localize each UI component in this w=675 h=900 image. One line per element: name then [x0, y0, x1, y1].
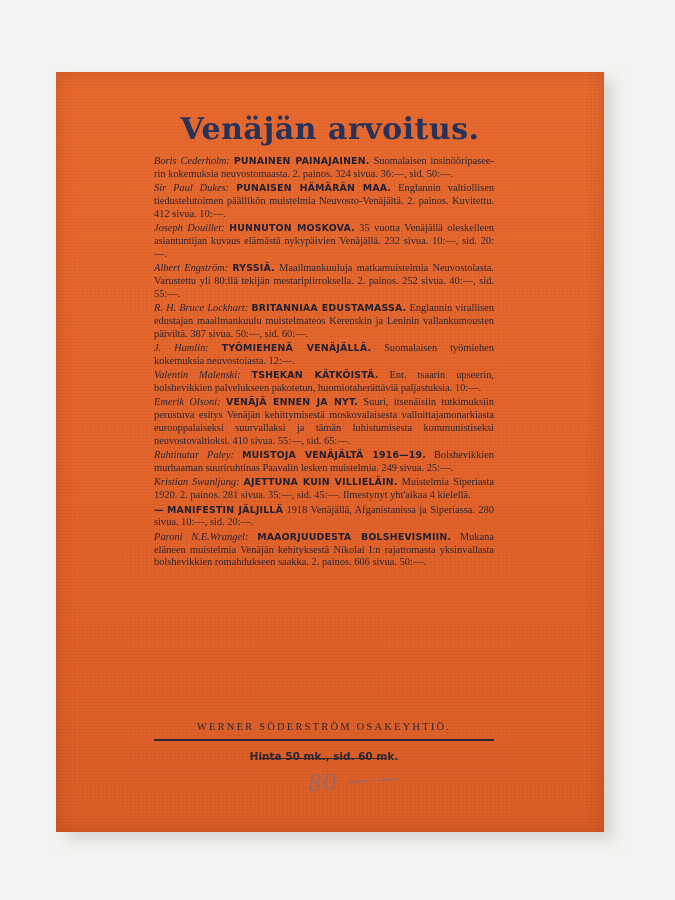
list-item — [154, 303, 494, 342]
entry-title: TYÖMIEHENÄ VENÄJÄLLÄ. — [221, 343, 372, 355]
entry-title: VENÄJÄ ENNEN JA NYT. — [226, 397, 358, 409]
list-item — [154, 343, 494, 369]
entry-author: Emerik Olsoni: — [154, 397, 221, 409]
entry-author: Paroni N.E.Wrangel: — [154, 531, 249, 543]
list-item — [154, 505, 494, 531]
entry-description: Muistelmia Siperiasta 1920. 2. painos. 281 sivua. 35:—, sid. 45:—. Ilmestynyt yht'aikaa 4 kielellä. — [154, 477, 495, 502]
list-item — [154, 156, 494, 182]
entry-title: TSHEKAN KÄTKÖISTÄ. — [251, 370, 379, 382]
entry-title: PUNAINEN PAINAJAINEN. — [233, 156, 370, 167]
list-item — [154, 532, 494, 571]
entry-author: — — [154, 504, 164, 516]
entry-description: 35 vuotta Venäjällä oleskelleen asiantuntijan kuvaus elämästä nykypäivien Venäjällä. 232 sivua. 10:—, sid. 20:—. — [154, 223, 495, 260]
list-item — [154, 263, 494, 302]
list-item — [154, 477, 494, 503]
entry-title: RYSSIÄ. — [232, 263, 275, 275]
divider — [154, 739, 494, 741]
entry-author: Joseph Douillet: — [154, 223, 225, 235]
price-text: Hinta 50 mk., sid. 60 mk. — [249, 751, 399, 763]
entry-title: MUISTOJA VENÄJÄLTÄ 1916—19. — [242, 450, 426, 462]
entry-description: Suuri, itsenäisiin tutkimuksiin perustuva esitys Venäjän kehittymisestä moskovalaisesta valloittajamonarkiasta eurooppalaiseksi suurvallaksi ja tämän luhistumisesta kommunistiseksi neuvostovaltioksi. 410 sivua. 55:—, sid. 65:—. — [154, 397, 494, 448]
entry-description: Suomalaisen insinööripaseerin kokemuksia neuvostomaasta. 2. painos. 324 sivua. 36:—, sid. 50:—. — [154, 156, 494, 180]
entry-description: 1918 Venäjällä, Afganistanissa ja Siperiassa. 280 sivua. 10:—, sid. 20:—. — [154, 504, 495, 529]
entry-title: BRITANNIAA EDUSTAMASSA. — [251, 303, 407, 315]
entry-author: J. Hamlin: — [154, 343, 209, 355]
entry-title: MAAORJUUDESTA BOLSHEVISMIIN. — [257, 531, 452, 543]
entry-description: Suomalaisen työmiehen kokemuksia neuvostoiasta. 12:—. — [154, 343, 494, 368]
entry-description: Ent. tsaarin upseerin, bolshevikkien palvelukseen pakotetun, huomiotaherättäviä paljastuksia. 10:—. — [154, 370, 495, 395]
entry-author: Ruhtinatar Paley: — [154, 450, 235, 462]
entry-author: Valentin Malenski: — [154, 370, 241, 382]
entry-title: PUNAISEN HÄMÄRÄN MAA. — [236, 183, 392, 195]
publisher-name: WERNER SÖDERSTRÖM OSAKEYHTIÖ. — [196, 722, 452, 733]
entry-description: Mukana eläneen muistelmia Venäjän kehityksestä Nikolai I:n rajattomasta yksinvallasta bolshevikkien romahdukseen saakka. 2. painos. 606 sivua. 50:—. — [154, 531, 494, 569]
entry-description: Englannin valtiollisen tiedustelutoimen päällikön muistelmia Neuvosto-Venäjältä. 2. painos. Kuvitettu. 412 sivua. 10:—. — [154, 183, 495, 220]
cover-title: Venäjän arvoitus. — [180, 112, 480, 147]
entry-title: HUNNUTON MOSKOVA. — [229, 223, 355, 235]
list-item — [154, 450, 494, 476]
book-back-cover — [56, 72, 604, 832]
list-item — [154, 370, 494, 396]
entry-author: Albert Engström: — [154, 263, 229, 275]
entry-title: MANIFESTIN JÄLJILLÄ — [167, 504, 284, 516]
entry-description: Maailmankuuluja matkamuistelmia Neuvostolasta. Varustettu yli 80:llä tekijän mestaripiirroksella. 2. painos. 252 sivua. 40:—, sid. 55:—. — [154, 263, 494, 300]
entry-author: R. H. Bruce Lockhart: — [154, 303, 249, 315]
handwritten-price: 80 — — — [307, 765, 401, 798]
entry-author: Boris Cederholm: — [154, 156, 230, 167]
list-item — [154, 223, 494, 262]
entry-title: AJETTUNA KUIN VILLIELÄIN. — [243, 477, 398, 489]
entry-author: Kristian Swanljung: — [154, 477, 240, 489]
price-line — [154, 751, 494, 763]
list-item — [154, 397, 494, 449]
entry-description: Bolshevikkien murhaaman suuriruhtinas Paavalin lesken muistelmia. 249 sivua. 25:—. — [154, 450, 495, 475]
list-item — [154, 183, 494, 222]
entry-description: Englannin virallisen edustajan maailmankuulu muistelmateos Kerenskin ja Leninin vallankumousten päiviltä. 387 sivua. 50:—, sid. 60:—. — [154, 303, 494, 340]
entry-author: Sir Paul Dukes: — [154, 183, 230, 195]
price-strikethrough — [259, 758, 387, 759]
book-list — [154, 156, 494, 572]
